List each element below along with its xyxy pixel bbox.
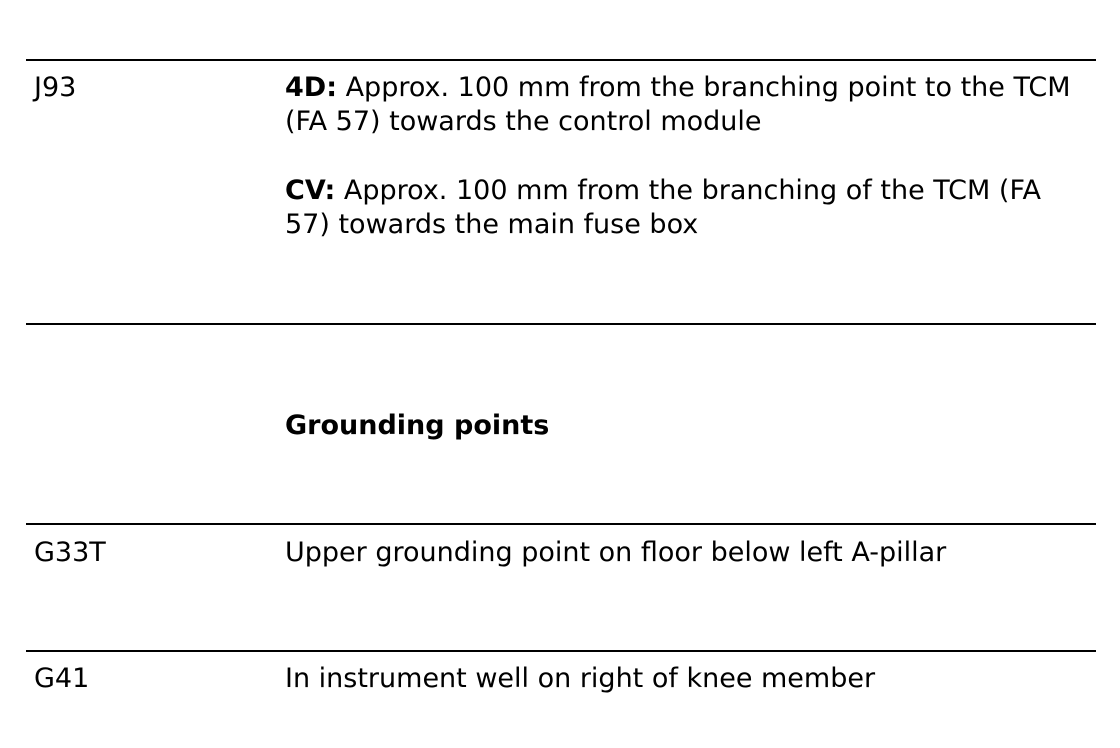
grounding-code-g41: G41 bbox=[34, 663, 90, 694]
grounding-description-g41: In instrument well on right of knee member bbox=[285, 663, 876, 694]
variant-label-4d: 4D: bbox=[285, 72, 337, 103]
grounding-code-g33t: G33T bbox=[34, 537, 106, 568]
component-description-j93 bbox=[285, 71, 1091, 242]
table-rule-after-heading bbox=[26, 523, 1096, 525]
description-paragraph-4d bbox=[285, 71, 1091, 139]
description-paragraph-cv bbox=[285, 174, 1091, 242]
variant-label-cv: CV: bbox=[285, 175, 336, 206]
component-code-j93: J93 bbox=[34, 72, 77, 103]
section-heading-grounding-points: Grounding points bbox=[285, 410, 550, 441]
table-rule-top bbox=[26, 59, 1096, 61]
variant-text-4d: Approx. 100 mm from the branching point to the TCM (FA 57) towards the control module bbox=[285, 72, 1071, 137]
table-rule-after-j93 bbox=[26, 323, 1096, 325]
grounding-description-g33t: Upper grounding point on floor below left A-pillar bbox=[285, 537, 947, 568]
variant-text-cv: Approx. 100 mm from the branching of the TCM (FA 57) towards the main fuse box bbox=[285, 175, 1041, 240]
table-rule-after-g33t bbox=[26, 650, 1096, 652]
